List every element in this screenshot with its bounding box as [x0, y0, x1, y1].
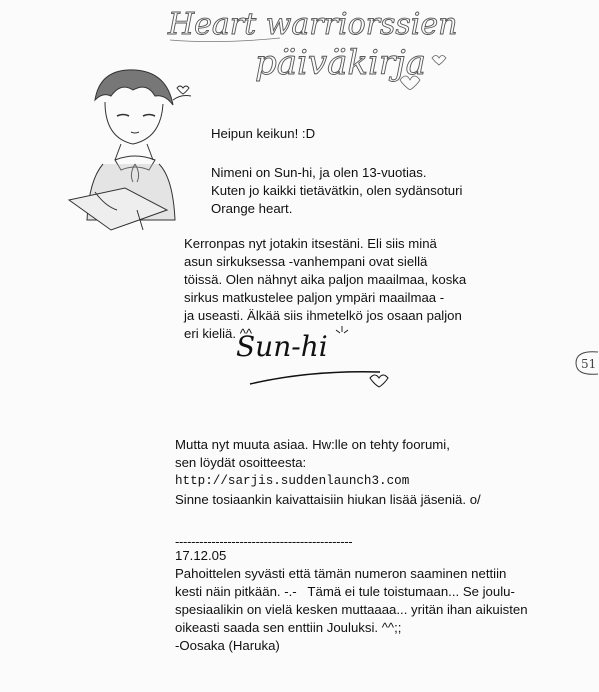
intro-line-1: Nimeni on Sun-hi, ja olen 13-vuotias. [211, 165, 427, 180]
intro-line-2: Kuten jo kaikki tietävätkin, olen sydänsoturi [211, 183, 463, 198]
page-number: 51 [581, 357, 597, 371]
title-line-1: Heart warriorssien [168, 7, 458, 42]
about-line-1: Kerronpas nyt jotakin itsestäni. Eli siis minä [184, 236, 437, 251]
greeting: Heipun keikun! :D [211, 126, 316, 141]
about-line-3: töissä. Olen nähnyt aika paljon maailmaa, koska [184, 272, 467, 287]
about-line-6: eri kieliä. ^^ [184, 326, 253, 341]
date: 17.12.05 [175, 548, 227, 563]
separator: -------------------------------------------- [175, 534, 353, 549]
forum-line-1: Mutta nyt muuta asiaa. Hw:lle on tehty foorumi, [175, 437, 450, 452]
forum-line-2: sen löydät osoitteesta: [175, 455, 307, 470]
page-number-mark [570, 348, 599, 378]
signature-text: Sun-hi [236, 330, 328, 363]
about-line-4: sirkus matkustelee paljon ympäri maailmaa - [184, 290, 445, 305]
handwritten-title [160, 0, 480, 90]
forum-line-4: Sinne tosiaankin kaivattaisiin hiukan lisää jäseniä. o/ [175, 492, 481, 507]
intro-line-3: Orange heart. [211, 201, 293, 216]
about-line-5: ja useasti. Älkää siis ihmetelkö jos osaan paljon [184, 308, 462, 323]
note-line-2: kesti näin pitkään. -.- Tämä ei tule toistumaan... Se joulu- [175, 584, 515, 599]
character-sketch [55, 60, 205, 240]
note-line-3: spesiaalikin on vielä kesken muttaaaa... yritän ihan aikuisten [175, 602, 528, 617]
note-signoff: -Oosaka (Haruka) [175, 638, 280, 653]
signature [230, 322, 410, 392]
note-line-1: Pahoittelen syvästi että tämän numeron saaminen nettiin [175, 566, 507, 581]
forum-url: http://sarjis.suddenlaunch3.com [175, 474, 410, 488]
title-line-2: päiväkirja [255, 43, 426, 83]
note-line-4: oikeasti saada sen enttiin Jouluksi. ^^;; [175, 620, 402, 635]
about-line-2: asun sirkuksessa -vanhempani ovat siellä [184, 254, 428, 269]
